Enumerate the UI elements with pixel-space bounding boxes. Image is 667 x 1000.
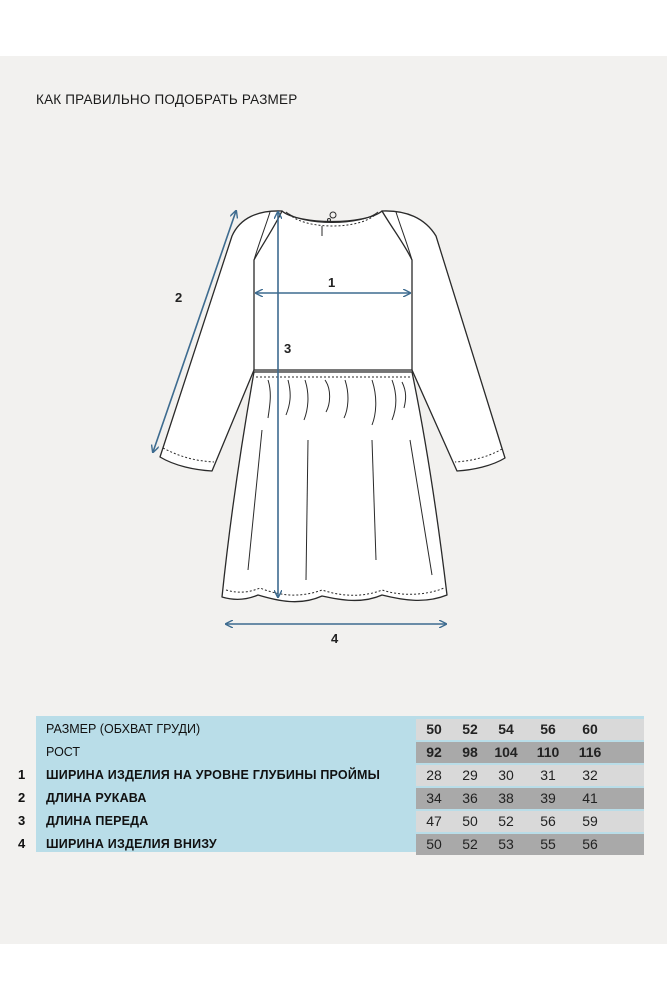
row-number: 2 bbox=[18, 790, 26, 805]
table-row bbox=[36, 718, 644, 741]
table-cell: 98 bbox=[462, 744, 478, 760]
row-values bbox=[416, 811, 644, 832]
table-cell: 32 bbox=[582, 767, 598, 783]
table-cell: 60 bbox=[582, 721, 598, 737]
row-label: ДЛИНА РУКАВА bbox=[46, 791, 147, 805]
table-cell: 52 bbox=[462, 721, 478, 737]
table-row bbox=[18, 787, 644, 810]
table-cell: 116 bbox=[578, 744, 602, 760]
marker-3: 3 bbox=[284, 341, 292, 356]
page-title: КАК ПРАВИЛЬНО ПОДОБРАТЬ РАЗМЕР bbox=[36, 92, 298, 107]
table-row bbox=[18, 764, 644, 787]
table-cell: 56 bbox=[540, 721, 556, 737]
row-values bbox=[416, 834, 644, 855]
row-label: ШИРИНА ИЗДЕЛИЯ НА УРОВНЕ ГЛУБИНЫ ПРОЙМЫ bbox=[46, 768, 381, 782]
table-row bbox=[18, 810, 644, 833]
table-row bbox=[36, 741, 644, 764]
table-cell: 47 bbox=[426, 813, 442, 829]
row-number: 1 bbox=[18, 767, 26, 782]
table-cell: 38 bbox=[498, 790, 514, 806]
table-cell: 31 bbox=[540, 767, 556, 783]
size-table bbox=[18, 716, 644, 852]
row-values bbox=[416, 765, 644, 786]
table-cell: 59 bbox=[582, 813, 598, 829]
table-cell: 56 bbox=[582, 836, 598, 852]
table-row bbox=[18, 833, 644, 856]
table-cell: 30 bbox=[498, 767, 514, 783]
row-number: 3 bbox=[18, 813, 26, 828]
table-cell: 56 bbox=[540, 813, 556, 829]
table-cell: 41 bbox=[582, 790, 598, 806]
table-cell: 50 bbox=[426, 836, 442, 852]
table-cell: 55 bbox=[540, 836, 556, 852]
row-label: РОСТ bbox=[46, 745, 81, 759]
table-cell: 28 bbox=[426, 767, 442, 783]
table-cell: 104 bbox=[494, 744, 518, 760]
marker-2: 2 bbox=[175, 290, 183, 305]
table-cell: 110 bbox=[536, 744, 560, 760]
table-cell: 29 bbox=[462, 767, 478, 783]
table-cell: 39 bbox=[540, 790, 556, 806]
row-values bbox=[416, 788, 644, 809]
table-cell: 34 bbox=[426, 790, 442, 806]
skirt bbox=[222, 372, 447, 602]
table-cell: 54 bbox=[498, 721, 514, 737]
table-cell: 36 bbox=[462, 790, 478, 806]
marker-1: 1 bbox=[328, 275, 336, 290]
row-label: ШИРИНА ИЗДЕЛИЯ ВНИЗУ bbox=[46, 837, 217, 851]
table-cell: 52 bbox=[498, 813, 514, 829]
table-cell: 92 bbox=[426, 744, 442, 760]
table-cell: 50 bbox=[462, 813, 478, 829]
table-cell: 53 bbox=[498, 836, 514, 852]
row-values bbox=[416, 719, 644, 740]
row-label: ДЛИНА ПЕРЕДА bbox=[46, 814, 149, 828]
row-values bbox=[416, 742, 644, 763]
table-cell: 52 bbox=[462, 836, 478, 852]
row-number: 4 bbox=[18, 836, 26, 851]
row-label: РАЗМЕР (ОБХВАТ ГРУДИ) bbox=[46, 722, 201, 736]
dress-outline bbox=[160, 211, 505, 602]
marker-4: 4 bbox=[331, 631, 339, 646]
table-cell: 50 bbox=[426, 721, 442, 737]
